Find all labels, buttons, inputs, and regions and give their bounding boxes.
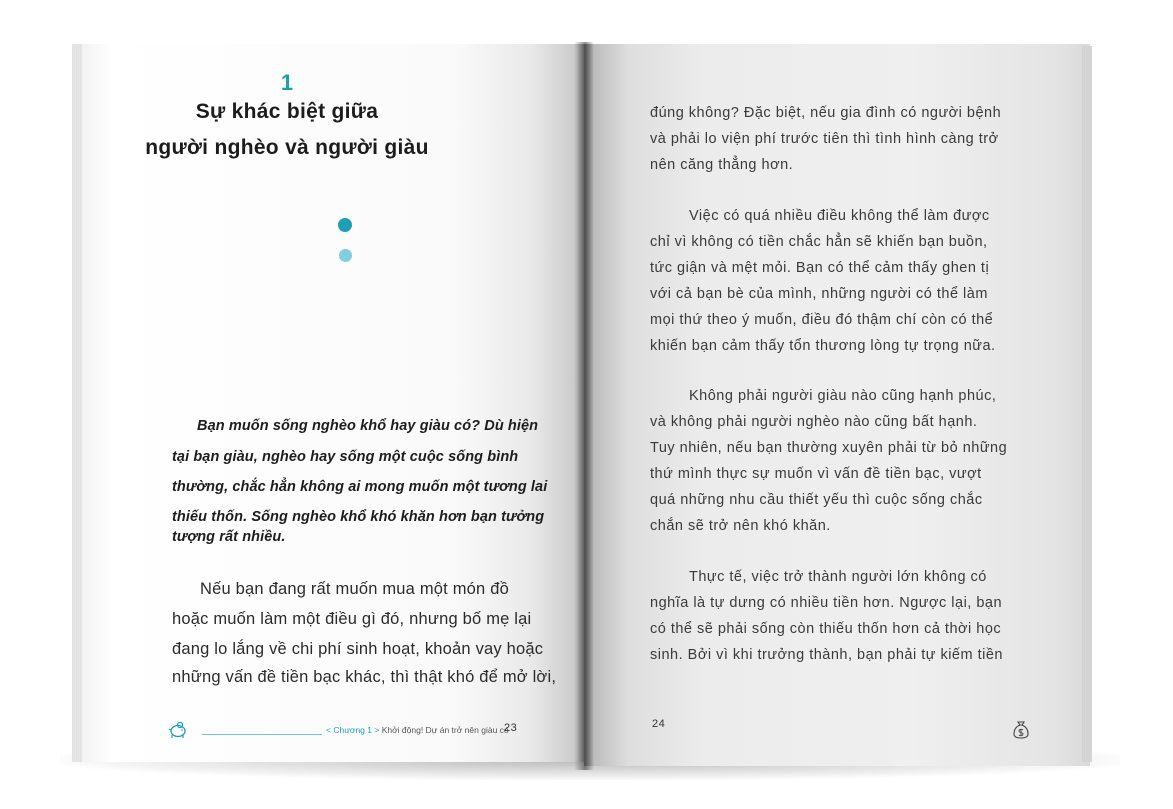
body-line: tức giận và mệt mỏi. Bạn có thể cảm thấy ghen tị: [650, 260, 990, 276]
decorative-dot: [339, 249, 352, 262]
body-line: khiến bạn cảm thấy tổn thương lòng tự trọng nữa.: [650, 338, 996, 354]
body-line: hoặc muốn làm một điều gì đó, nhưng bố mẹ lại: [172, 610, 532, 628]
body-line: và phải lo viện phí trước tiên thì tình hình càng trở: [650, 131, 999, 147]
body-line: nghĩa là tự dưng có nhiều tiền hơn. Ngược lại, bạn: [650, 595, 1003, 611]
body-line: quá những nhu cầu thiết yếu thì cuộc sống chắc: [650, 492, 983, 508]
left-page: [72, 44, 584, 762]
body-line: nên căng thẳng hơn.: [650, 157, 794, 173]
chapter-title-line: Sự khác biệt giữa: [195, 100, 379, 123]
money-bag-icon: [1012, 719, 1030, 739]
running-footer: [326, 725, 509, 735]
intro-line: tại bạn giàu, nghèo hay sống một cuộc sống bình: [172, 449, 519, 465]
body-line: chắn sẽ trở nên khó khăn.: [650, 518, 831, 534]
chapter-number: 1: [280, 70, 294, 95]
decorative-dot: [338, 218, 352, 232]
body-line: mọi thứ theo ý muốn, điều đó thậm chí còn có thể: [650, 312, 994, 328]
footer-chapter-title: Khởi động! Dự án trở nên giàu có: [379, 725, 509, 735]
body-line: đúng không? Đặc biệt, nếu gia đình có người bệnh: [650, 105, 1002, 121]
body-line: đang lo lắng về chi phí sinh hoạt, khoản vay hoặc: [172, 640, 544, 658]
body-line: Thực tế, việc trở thành người lớn không có: [689, 569, 987, 585]
page-number: 23: [504, 722, 518, 734]
piggy-bank-icon: [168, 720, 188, 740]
right-page: [584, 44, 1090, 766]
body-line: có thể sẽ phải sống còn thiếu thốn hơn cả thời học: [650, 621, 1002, 637]
intro-line: tượng rất nhiều.: [172, 529, 286, 545]
body-line: và không phải người nghèo nào cũng bất hạnh.: [650, 414, 978, 430]
intro-line: thường, chắc hẳn không ai mong muốn một tương lai: [172, 479, 548, 495]
body-line: Việc có quá nhiều điều không thể làm được: [689, 208, 990, 224]
body-line: với cả bạn bè của mình, những người có thể làm: [650, 286, 988, 302]
page-number: 24: [652, 718, 666, 730]
body-line: những vấn đề tiền bạc khác, thì thật khó để mở lời,: [172, 668, 557, 686]
body-line: Nếu bạn đang rất muốn mua một món đồ: [200, 580, 509, 598]
body-line: Không phải người giàu nào cũng hạnh phúc,: [689, 388, 997, 404]
page-edges: [72, 44, 82, 762]
chapter-title-line: người nghèo và người giàu: [145, 136, 429, 159]
intro-line: thiếu thốn. Sống nghèo khổ khó khăn hơn bạn tưởng: [172, 509, 545, 525]
book-spine: [574, 42, 594, 770]
footer-chapter-label: < Chương 1 >: [326, 725, 380, 735]
body-line: sinh. Bởi vì khi trưởng thành, bạn phải tự kiếm tiền: [650, 647, 1003, 663]
footer-divider: [202, 734, 322, 735]
body-line: chỉ vì không có tiền chắc hẳn sẽ khiến bạn buồn,: [650, 234, 988, 250]
body-line: Tuy nhiên, nếu bạn thường xuyên phải từ bỏ những: [650, 440, 1008, 456]
intro-line: Bạn muốn sống nghèo khổ hay giàu có? Dù hiện: [197, 418, 539, 434]
page-edges: [1082, 46, 1092, 762]
body-line: thứ mình thực sự muốn vì vấn đề tiền bạc, vượt: [650, 466, 982, 482]
